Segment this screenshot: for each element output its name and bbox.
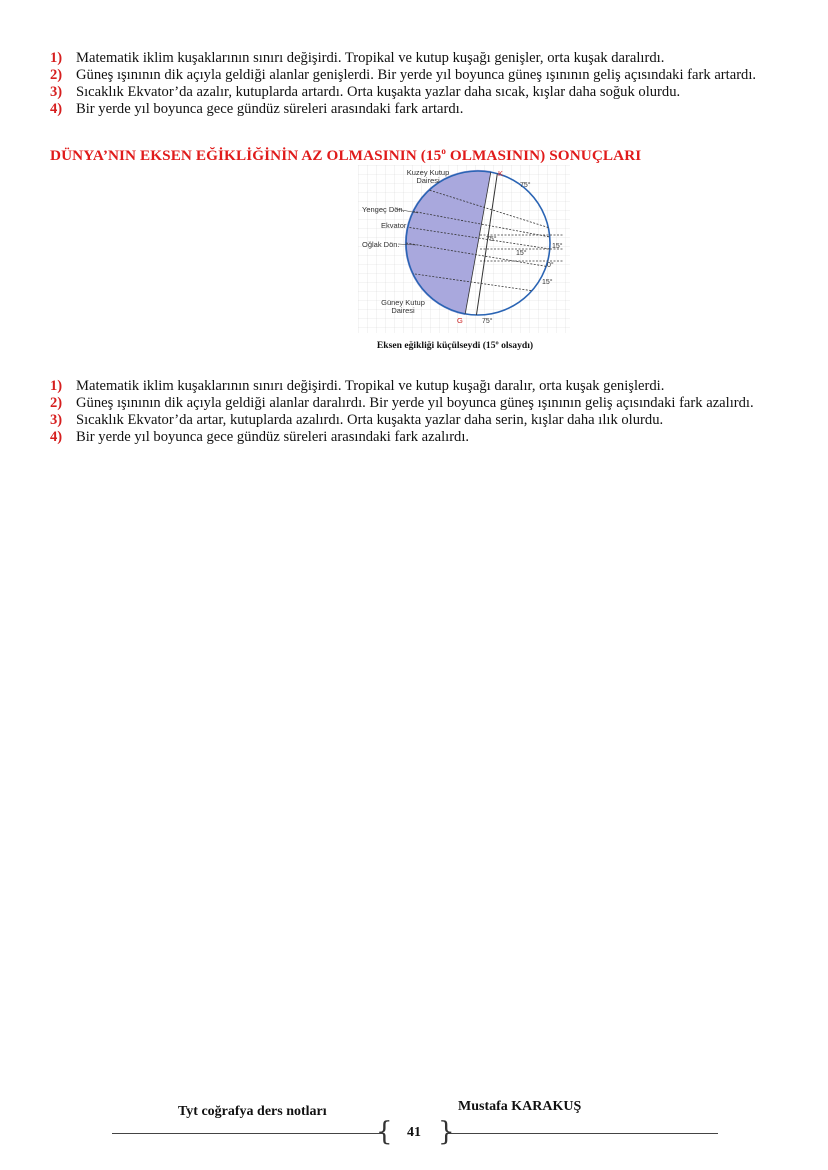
- page-brace-left: {: [376, 1117, 393, 1147]
- page-brace-right: }: [438, 1117, 455, 1147]
- item-text: Bir yerde yıl boyunca gece gündüz süreleri arasındaki fark artardı.: [76, 101, 464, 117]
- consequences-list-less-tilt: [50, 378, 780, 446]
- list-item: [50, 429, 780, 446]
- angle-0: 0°: [547, 262, 554, 269]
- list-item: [50, 84, 780, 101]
- item-number: 1): [50, 50, 63, 66]
- consequences-list-more-tilt: [50, 50, 780, 118]
- earth-tilt-diagram: [358, 165, 570, 333]
- label-oglak: Oğlak Dön.: [362, 240, 400, 249]
- item-text: Güneş ışınının dik açıyla geldiği alanlar genişlerdi. Bir yerde yıl boyunca güneş ışınının geliş açısındaki fark artardı.: [76, 67, 757, 83]
- item-text: Matematik iklim kuşaklarının sınırı değişirdi. Tropikal ve kutup kuşağı daralır, orta kuşak genişlerdi.: [76, 378, 665, 394]
- footer-author: Mustafa KARAKUŞ: [458, 1099, 582, 1114]
- angle-75-bottom: 75°: [482, 318, 493, 325]
- list-item: [50, 101, 780, 118]
- list-item: [50, 412, 780, 429]
- figure-caption: Eksen eğikliği küçülseydi (15º olsaydı): [376, 340, 534, 351]
- footer-course-title: Tyt coğrafya ders notları: [178, 1104, 327, 1119]
- item-text: Güneş ışınının dik açıyla geldiği alanlar daralırdı. Bir yerde yıl boyunca güneş ışınının geliş açısındaki fark azalırdı.: [76, 395, 754, 411]
- footer-rule-left: [112, 1133, 384, 1134]
- label-yengec: Yengeç Dön.: [362, 205, 405, 214]
- item-number: 4): [50, 429, 63, 445]
- item-number: 3): [50, 412, 63, 428]
- label-guney-kutup: Güney Kutup: [381, 298, 425, 307]
- label-k: K: [498, 169, 504, 178]
- item-number: 2): [50, 395, 63, 411]
- heading-text: DÜNYA’NIN EKSEN EĞİKLİĞİNİN AZ OLMASININ (15: [50, 147, 442, 165]
- item-number: 2): [50, 67, 63, 83]
- list-item: [50, 50, 780, 67]
- item-number: 4): [50, 101, 63, 117]
- item-text: Sıcaklık Ekvator’da azalır, kutuplarda artardı. Orta kuşakta yazlar daha sıcak, kışlar daha soğuk olurdu.: [76, 84, 681, 100]
- angle-75-inner: 75°: [486, 236, 497, 243]
- section-heading: [50, 146, 641, 165]
- item-text: Matematik iklim kuşaklarının sınırı değişirdi. Tropikal ve kutup kuşağı genişler, orta kuşak daralırdı.: [76, 50, 665, 66]
- page-number: 41: [407, 1125, 421, 1140]
- footer-rule-right: [446, 1133, 718, 1134]
- item-text: Bir yerde yıl boyunca gece gündüz süreleri arasındaki fark azalırdı.: [76, 429, 470, 445]
- item-number: 3): [50, 84, 63, 100]
- angle-15-low: 15°: [542, 279, 553, 286]
- label-g: G: [457, 316, 463, 325]
- angle-75-top: 75°: [520, 182, 531, 189]
- angle-15-inner: 15°: [516, 250, 527, 257]
- list-item: [50, 67, 780, 84]
- angle-15-right: 15°: [552, 243, 563, 250]
- list-item: [50, 395, 780, 412]
- heading-text-end: OLMASININ) SONUÇLARI: [445, 147, 642, 165]
- label-ekvator: Ekvator: [381, 221, 407, 230]
- item-number: 1): [50, 378, 63, 394]
- list-item: [50, 378, 780, 395]
- label-guney-dairesi: Dairesi: [391, 306, 415, 315]
- degree-sup: o: [441, 146, 446, 156]
- label-kuzey-kutup: Kuzey Kutup: [406, 168, 450, 177]
- item-text: Sıcaklık Ekvator’da artar, kutuplarda azalırdı. Orta kuşakta yazlar daha serin, kışlar daha ılık olurdu.: [76, 412, 664, 428]
- label-kuzey-dairesi: Dairesi: [416, 176, 440, 185]
